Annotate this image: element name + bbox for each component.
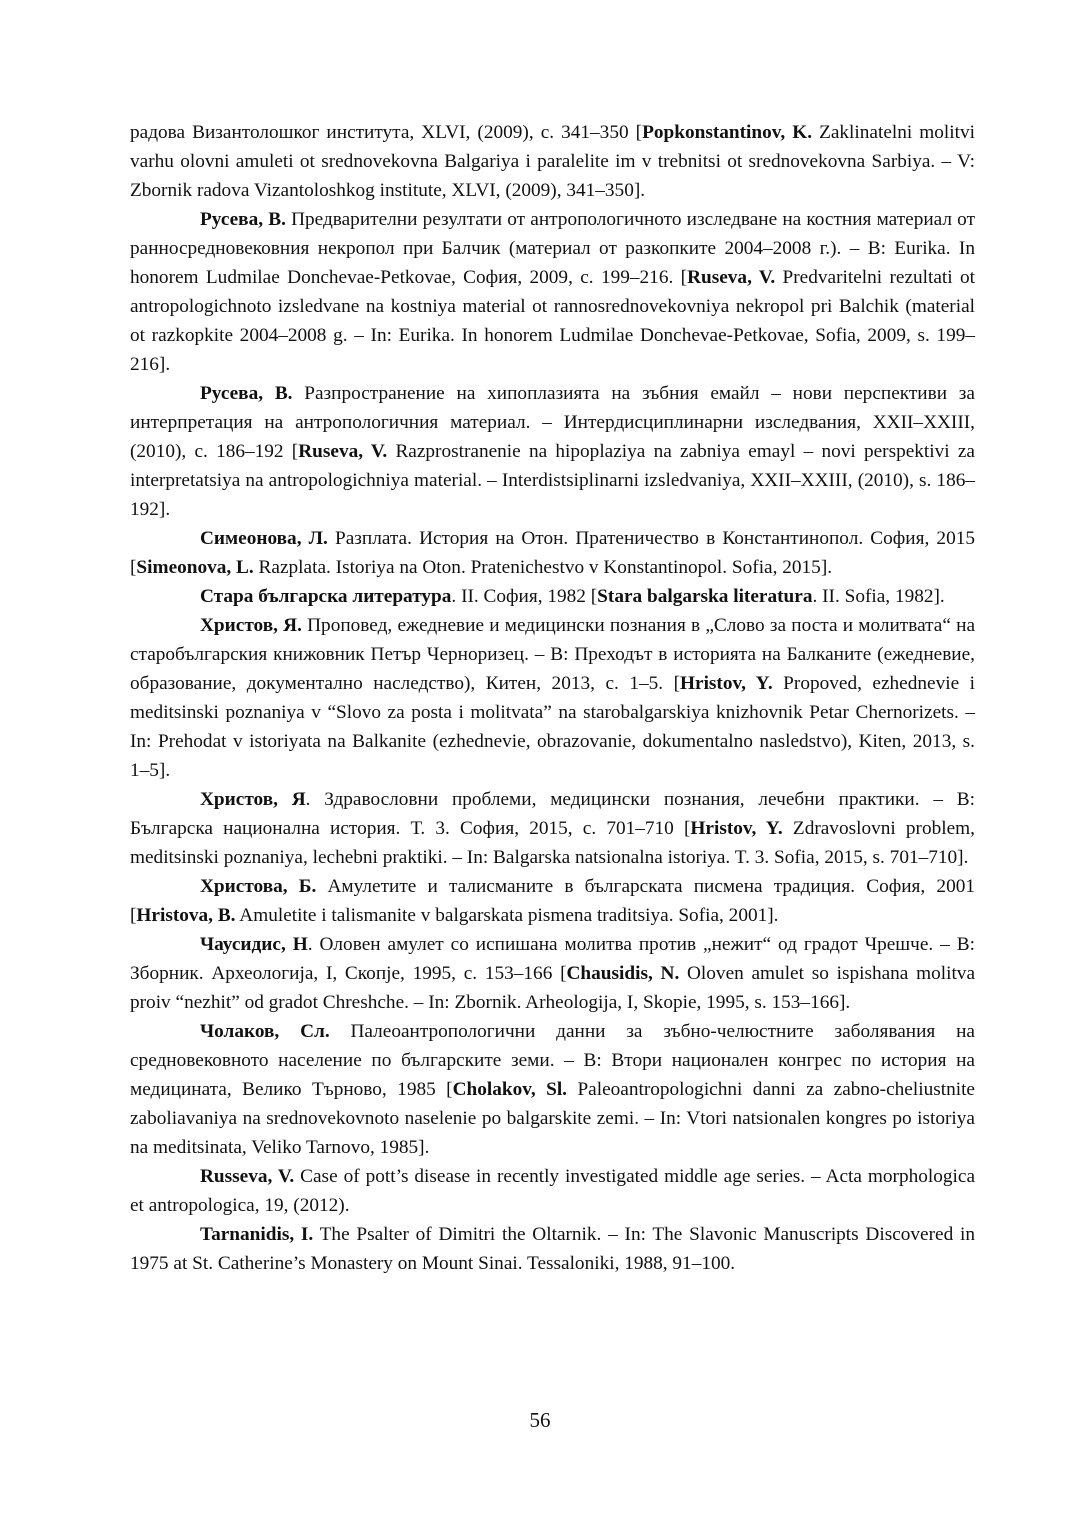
- entry-author: Чаусидис, Н: [200, 934, 308, 955]
- entry-text: Propoved, ezhednevie i meditsinski poznaniya v “Slovo za posta i molitvata” na starobalgarskiya knizhovnik Petar Chernorizets. – In: Prehodat v istoriyata na Balkanite (ezhednevie, obrazovanie, dokumentalno nasledstvo), Kiten, 2013, s. 1–5].: [130, 673, 975, 781]
- entry-author: Чолаков, Сл.: [200, 1021, 330, 1042]
- entry-text: Разпространение на хипоплазията на зъбния емайл – нови перспективи за интерпретация на антропологичния материал. – Интердисциплинарни изследвания, XXII–XXIII, (2010), с. 186–192 [: [130, 383, 975, 462]
- entry-author: Cholakov, Sl.: [452, 1079, 567, 1100]
- entry-author: Stara balgarska literatura: [597, 586, 813, 607]
- entry-author: Tarnanidis, I.: [200, 1224, 314, 1245]
- entry-text: Предварителни резултати от антропологичното изследване на костния материал от ранносредновековния некропол при Балчик (материал от разкопките 2004–2008 г.). – В: Eurika. In honorem Ludmilae Donchevae-Petkovae, София, 2009, с. 199–216. [: [130, 209, 975, 288]
- bibliography-entry: [130, 785, 975, 872]
- entry-author: Simeonova, L.: [136, 557, 254, 578]
- bibliography-entry: [130, 930, 975, 1017]
- entry-author: Христова, Б.: [200, 876, 317, 897]
- entry-text: радова Византолошког института, XLVI, (2009), с. 341–350 [: [130, 122, 643, 143]
- entry-author: Христов, Я.: [200, 615, 302, 636]
- entry-author: Hristov, Y.: [680, 673, 773, 694]
- entry-text: Разплата. История на Отон. Пратеничество в Константинопол. София, 2015 [: [130, 528, 975, 578]
- bibliography-list: [130, 118, 975, 1278]
- entry-text: Paleoantropologichni danni za zabno-cheliustnite zaboliavaniya na srednovekovnoto naselenie po balgarskite zemi. – In: Vtori natsionalen kongres po istoriya na meditsinata, Veliko Tarnovo, 1985].: [130, 1079, 975, 1158]
- entry-text: Zaklinatelni molitvi varhu olovni amuleti ot srednovekovna Balgariya i paralelite im v trebnitsi ot srednovekovna Sarbiya. – V: Zbornik radova Vizantoloshkog institute, XLVI, (2009), 341–350].: [130, 122, 975, 201]
- entry-author: Hristova, B.: [136, 905, 236, 926]
- entry-author: Русева, В.: [200, 209, 286, 230]
- entry-author: Hristov, Y.: [690, 818, 783, 839]
- entry-text: Razplata. Istoriya na Oton. Pratenichestvo v Konstantinopol. Sofia, 2015].: [253, 557, 833, 578]
- bibliography-entry: [130, 1162, 975, 1220]
- bibliography-entry: [130, 524, 975, 582]
- bibliography-entry: [130, 205, 975, 379]
- entry-author: Ruseva, V.: [687, 267, 776, 288]
- entry-text: Case of pott’s disease in recently investigated middle age series. – Acta morphologica et antropologica, 19, (2012).: [130, 1166, 976, 1216]
- entry-text: . Оловен амулет со испишана молитва против „нежит“ од градот Чрешче. – В: Зборник. Археологија, I, Скопје, 1995, с. 153–166 [: [130, 934, 975, 984]
- entry-author: Ruseva, V.: [298, 441, 388, 462]
- bibliography-entry: [130, 872, 975, 930]
- entry-text: Амулетите и талисманите в българската писмена традиция. София, 2001 [: [130, 876, 975, 926]
- entry-author: Русева, В.: [200, 383, 293, 404]
- entry-author: Chausidis, N.: [566, 963, 680, 984]
- bibliography-entry: [130, 1017, 975, 1162]
- entry-author: Стара българска литература: [200, 586, 452, 607]
- bibliography-entry: [130, 582, 975, 611]
- entry-text: . II. София, 1982 [: [451, 586, 598, 607]
- entry-text: Проповед, ежедневие и медицински познания в „Слово за поста и молитвата“ на старобългарския книжовник Петър Черноризец. – В: Преходът в историята на Балканите (ежедневие, образование, документално наследство), Китен, 2013, с. 1–5. [: [130, 615, 976, 694]
- entry-text: . Здравословни проблеми, медицински познания, лечебни практики. – В: Българска национална история. Т. 3. София, 2015, с. 701–710 [: [130, 789, 976, 839]
- entry-text: Палеоантропологични данни за зъбно-челюстните заболявания на средновековното население по българските земи. – В: Втори национален конгрес по история на медицината, Велико Търново, 1985 [: [130, 1021, 975, 1100]
- entry-author: Russeva, V.: [200, 1166, 295, 1187]
- bibliography-entry: [130, 1220, 975, 1278]
- entry-text: Amuletite i talismanite v balgarskata pismena traditsiya. Sofia, 2001].: [235, 905, 779, 926]
- bibliography-entry: [130, 611, 975, 785]
- entry-text: Razprostranenie na hipoplaziya na zabniya emayl – novi perspektivi za interpretatsiya na antropologichniya material. – Interdistsiplinarni izsledvaniya, XXII–XXIII, (2010), s. 186–192].: [130, 441, 975, 520]
- bibliography-entry: [130, 379, 975, 524]
- entry-text: Predvaritelni rezultati ot antropologichnoto izsledvane na kostniya material ot rannosrednovekovniya nekropol pri Balchik (material ot razkopkite 2004–2008 g. – In: Eurika. In honorem Ludmilae Donchevae-Petkovae, Sofia, 2009, s. 199–216].: [130, 267, 976, 375]
- entry-text: Zdravoslovni problem, meditsinski poznaniya, lechebni praktiki. – In: Balgarska natsionalna istoriya. T. 3. Sofia, 2015, s. 701–710].: [130, 818, 975, 868]
- entry-text: The Psalter of Dimitri the Oltarnik. – In: The Slavonic Manuscripts Discovered in 1975 at St. Catherine’s Monastery on Mount Sinai. Tessaloniki, 1988, 91–100.: [130, 1224, 975, 1274]
- entry-author: Popkonstantinov, K.: [642, 122, 813, 143]
- entry-text: Oloven amulet so ispishana molitva proiv “nezhit” od gradot Chreshche. – In: Zbornik. Arheologija, I, Skopie, 1995, s. 153–166].: [130, 963, 975, 1013]
- entry-author: Христов, Я: [200, 789, 306, 810]
- page-number: 56: [529, 1408, 551, 1432]
- entry-author: Симеонова, Л.: [200, 528, 328, 549]
- bibliography-entry: [130, 118, 975, 205]
- entry-text: . II. Sofia, 1982].: [812, 586, 945, 607]
